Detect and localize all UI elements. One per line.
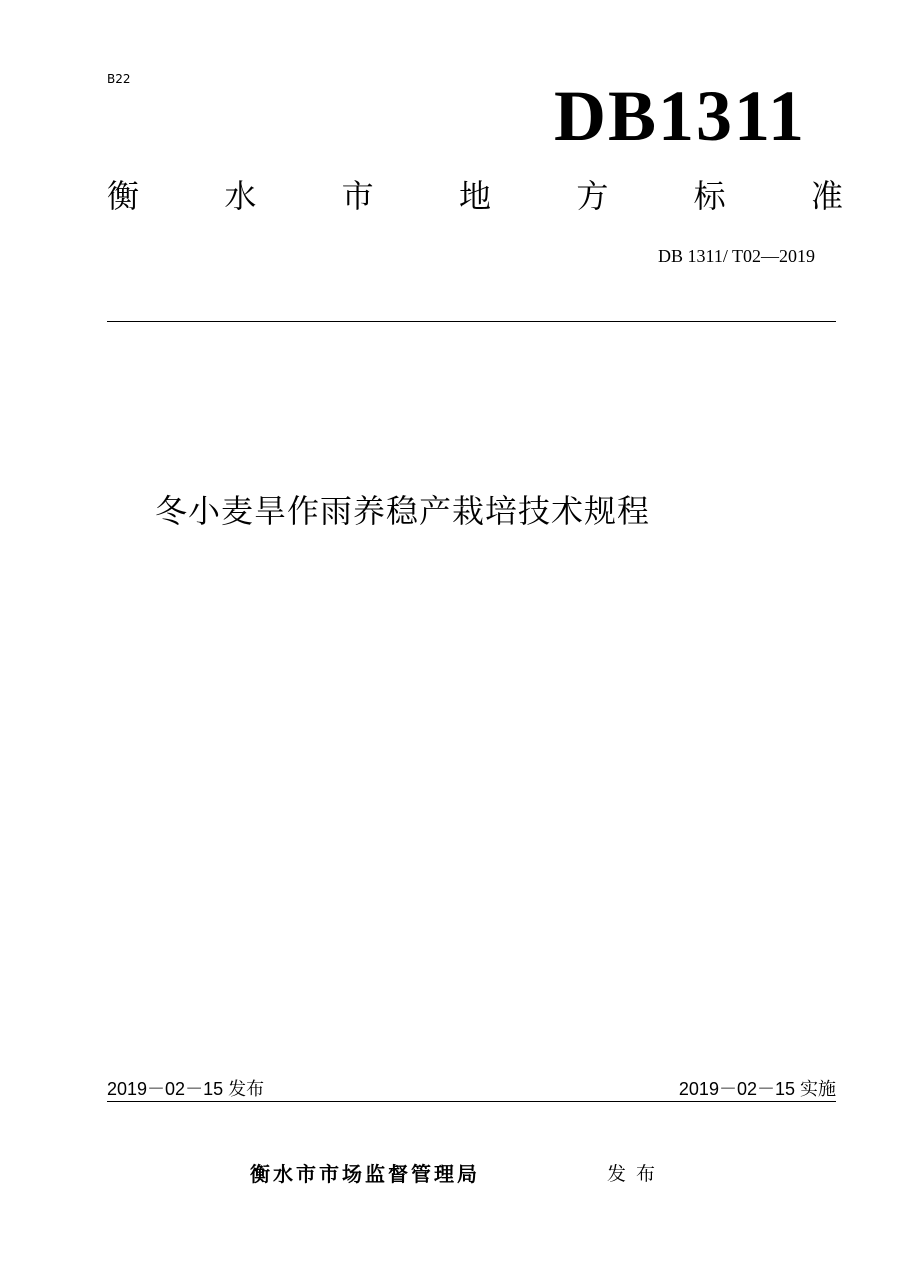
implementation-date: 2019－02－15 实施 [678,1079,836,1099]
standard-type-char: 标 [693,177,726,215]
standard-type-char: 水 [224,177,257,215]
bottom-divider [107,1101,836,1102]
issue-date: 2019－02－15 发布 [107,1079,265,1099]
standard-type [107,176,843,216]
issued-label: 发布 [607,1163,666,1185]
top-divider [107,321,836,322]
standard-type-char: 市 [341,177,374,215]
issuing-authority: 衡水市市场监督管理局 [250,1162,480,1186]
standard-type-char: 方 [576,177,609,215]
classification-code: B22 [107,72,131,86]
standard-type-char: 地 [458,177,491,215]
standard-type-char: 衡 [107,177,140,215]
document-title: 冬小麦旱作雨养稳产栽培技术规程 [155,492,651,530]
standard-type-char: 准 [810,177,843,215]
standard-logo: DB1311 [553,76,806,156]
standard-number: DB 1311/ T02—2019 [657,246,815,266]
